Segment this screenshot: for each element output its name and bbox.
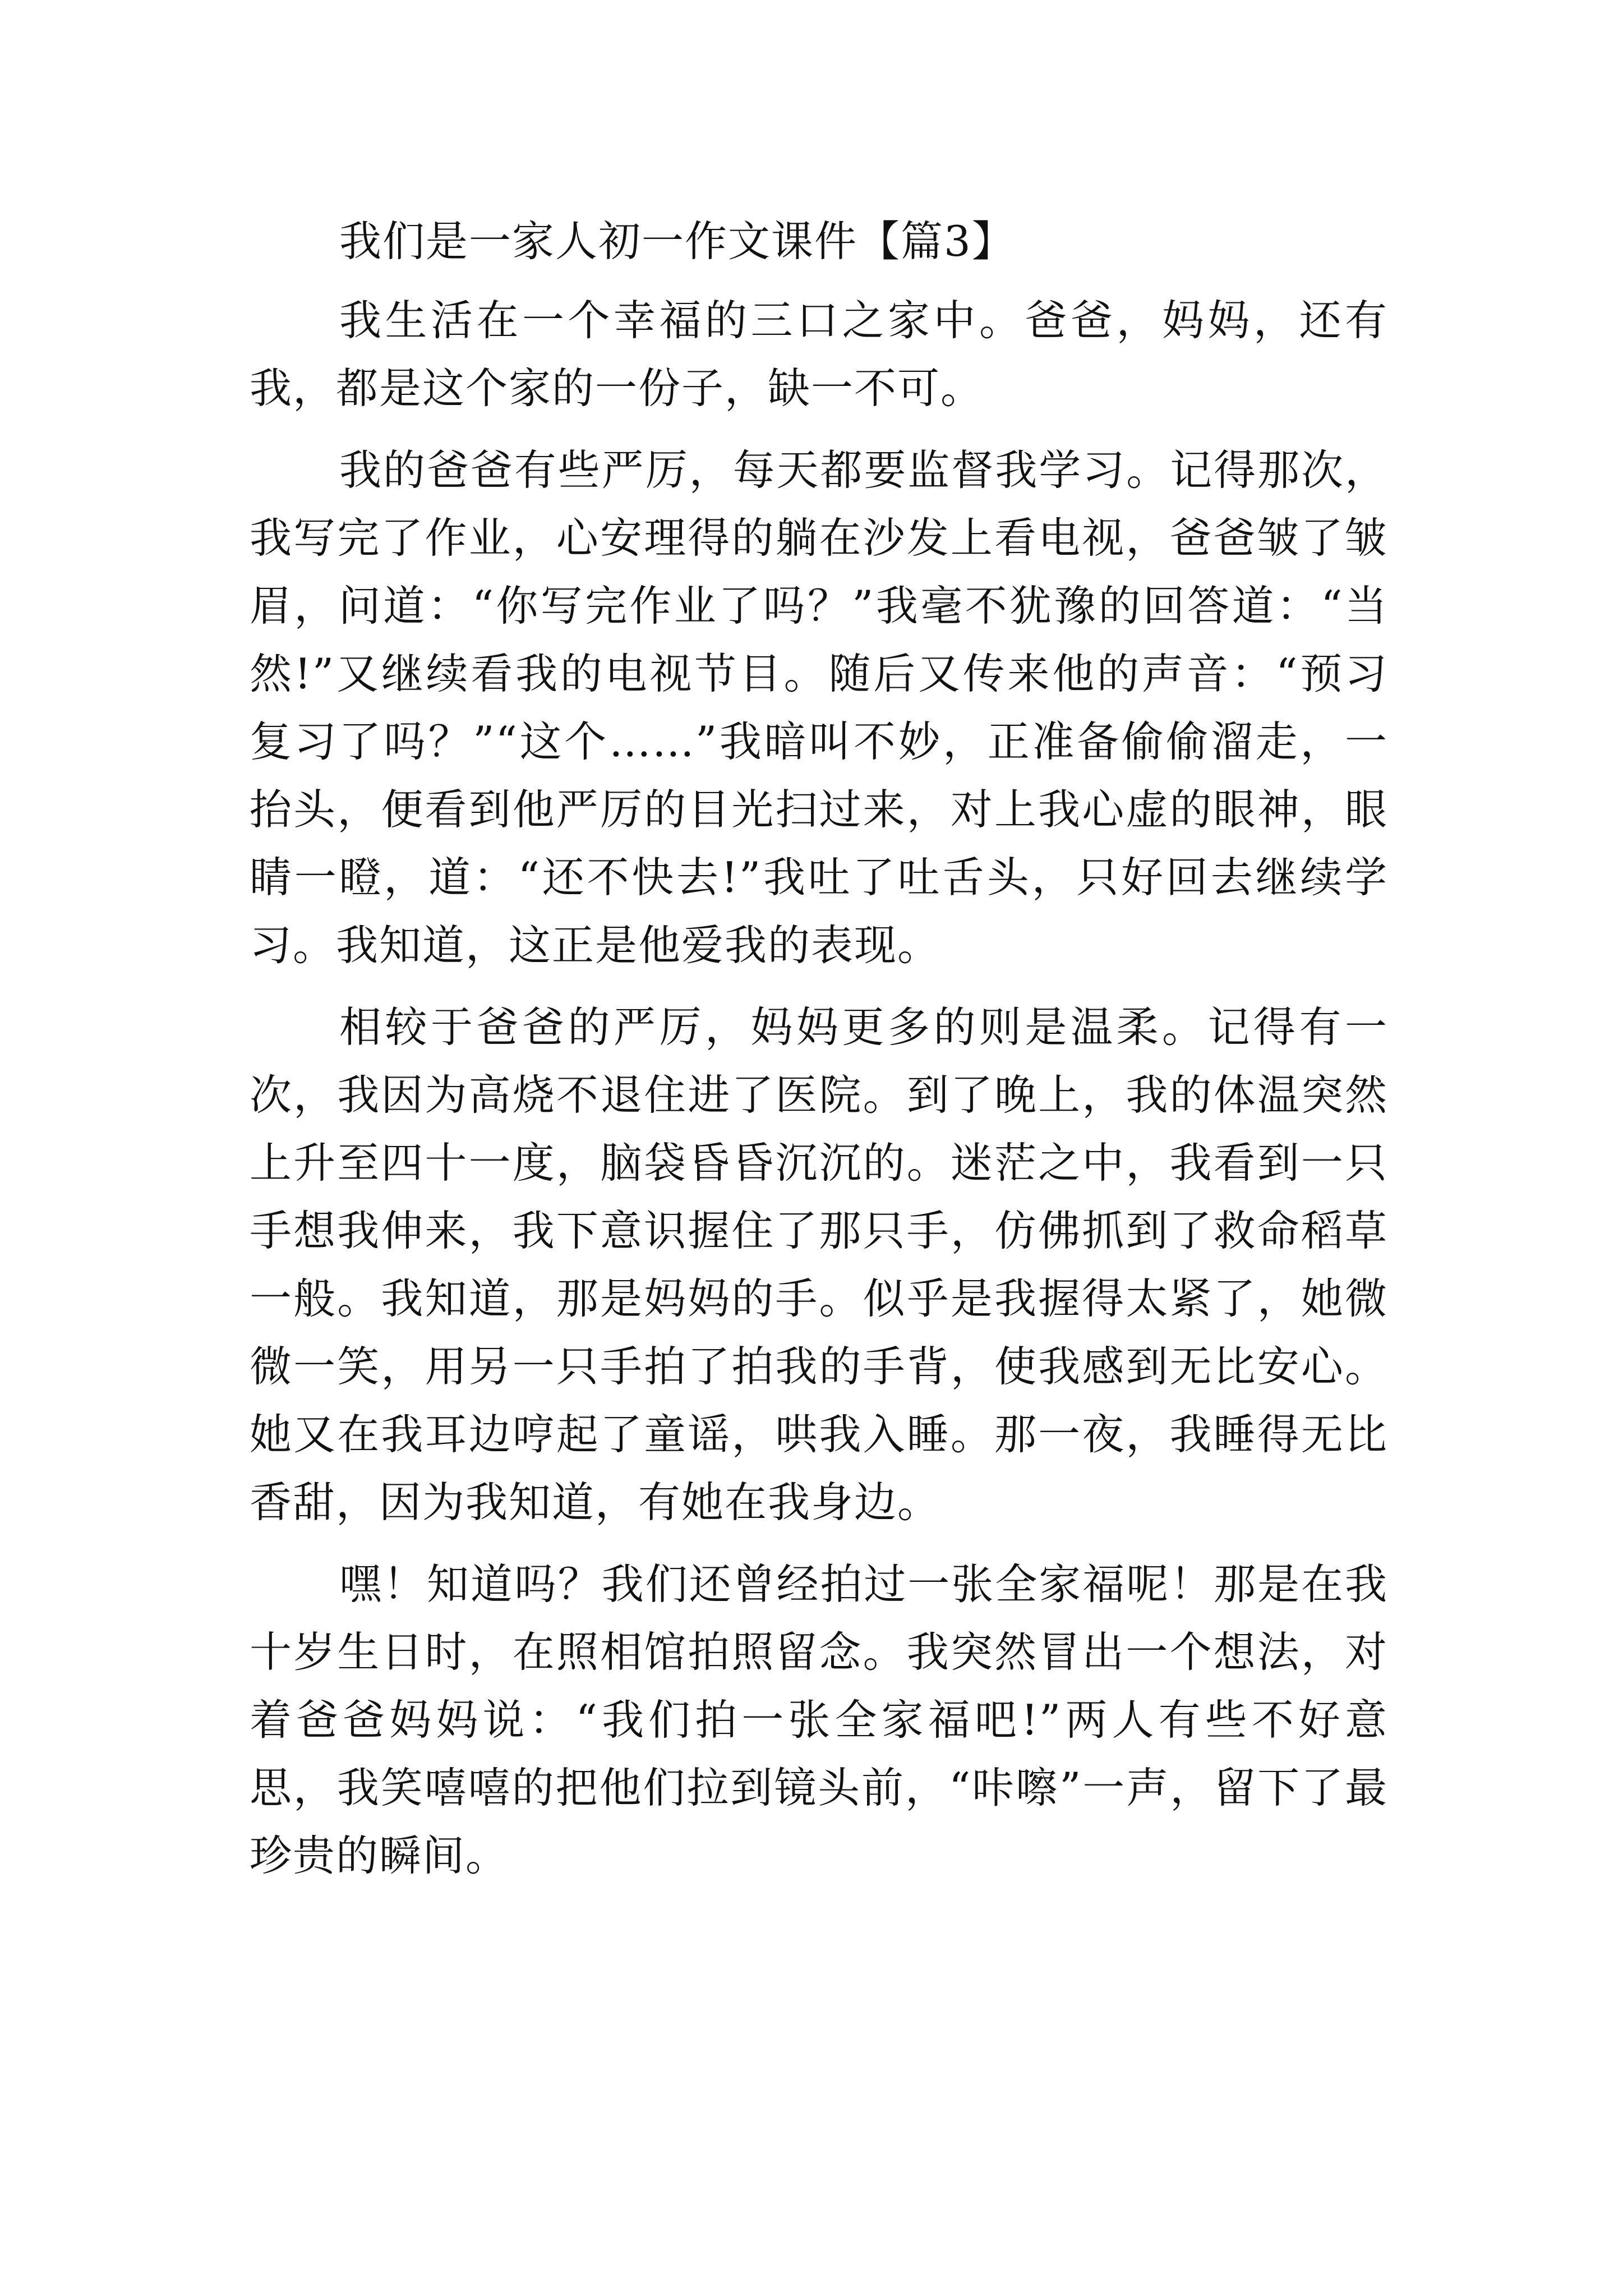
paragraph-1: 我生活在一个幸福的三口之家中。爸爸，妈妈，还有我，都是这个家的一份子，缺一不可。 <box>250 296 1388 413</box>
document-body <box>250 208 1388 1890</box>
paragraph-4: 嘿！知道吗？我们还曾经拍过一张全家福呢！那是在我十岁生日时，在照相馆拍照留念。我突然冒出一个想法，对着爸爸妈妈说：“我们拍一张全家福吧!”两人有些不好意思，我笑嘻嘻的把他们拉到镜头前，“咔嚓”一声，留下了最珍贵的瞬间。 <box>250 1559 1388 1880</box>
document-title: 我们是一家人初一作文课件【篇3】 <box>339 217 1015 266</box>
paragraph-2: 我的爸爸有些严厉，每天都要监督我学习。记得那次，我写完了作业，心安理得的躺在沙发上看电视，爸爸皱了皱眉，问道：“你写完作业了吗？”我毫不犹豫的回答道：“当然!”又继续看我的电视节目。随后又传来他的声音：“预习复习了吗？”“这个……”我暗叫不妙，正准备偷偷溜走，一抬头，便看到他严厉的目光扫过来，对上我心虚的眼神，眼睛一瞪，道：“还不快去!”我吐了吐舌头，只好回去继续学习。我知道，这正是他爱我的表现。 <box>250 445 1388 970</box>
paragraph-3: 相较于爸爸的严厉，妈妈更多的则是温柔。记得有一次，我因为高烧不退住进了医院。到了晚上，我的体温突然上升至四十一度，脑袋昏昏沉沉的。迷茫之中，我看到一只手想我伸来，我下意识握住了那只手，仿佛抓到了救命稻草一般。我知道，那是妈妈的手。似乎是我握得太紧了，她微微一笑，用另一只手拍了拍我的手背，使我感到无比安心。她又在我耳边哼起了童谣，哄我入睡。那一夜，我睡得无比香甜，因为我知道，有她在我身边。 <box>250 1002 1388 1527</box>
